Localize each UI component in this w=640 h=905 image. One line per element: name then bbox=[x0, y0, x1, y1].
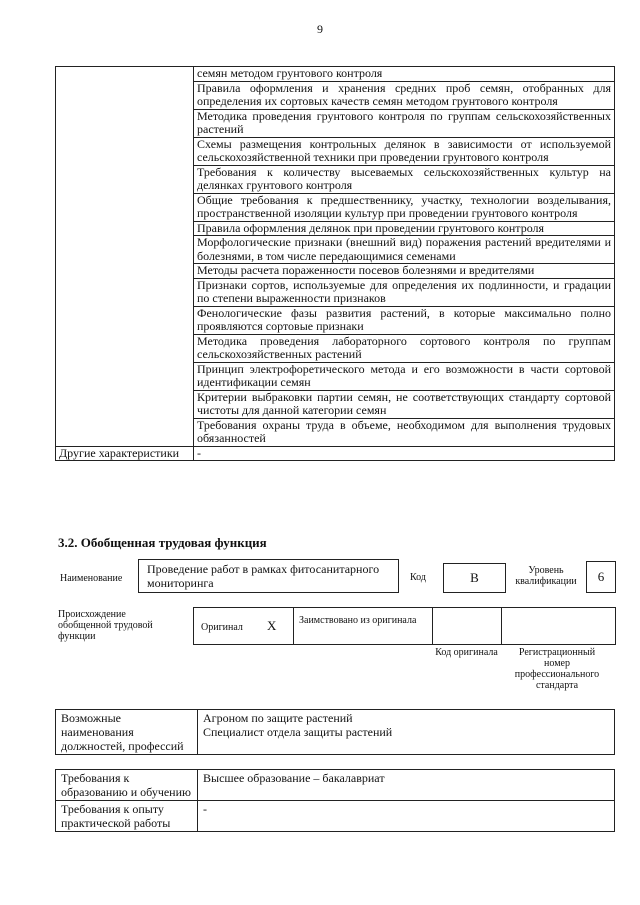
requirement-item: Критерии выбраковки партии семян, не соответствующих стандарту сортовой чистоты для данной категории семян bbox=[194, 390, 615, 418]
requirement-item: Схемы размещения контрольных делянок в зависимости от используемой сельскохозяйственной техники при проведении грунтового контроля bbox=[194, 137, 615, 165]
requirement-item: Методика проведения лабораторного сортового контроля по группам сельскохозяйственных растений bbox=[194, 334, 615, 362]
empty-label-cell bbox=[56, 67, 194, 447]
requirement-item: Правила оформления и хранения средних проб семян, отобранных для определения их сортовых качеств семян методом грунтового контроля bbox=[194, 81, 615, 109]
level-label: Уровень квалификации bbox=[515, 565, 577, 587]
other-characteristics-value: - bbox=[194, 446, 615, 461]
original-label: Оригинал bbox=[201, 622, 243, 633]
position-item: Специалист отдела защиты растений bbox=[203, 725, 393, 739]
requirement-item: Морфологические признаки (внешний вид) поражения растений вредителями и болезнями, в том числе передающимися семенами bbox=[194, 236, 615, 264]
education-value: Высшее образование – бакалавриат bbox=[198, 770, 615, 801]
requirement-item: Принцип электрофоретического метода и его возможности в части сортовой идентификации семян bbox=[194, 362, 615, 390]
function-name-box: Проведение работ в рамках фитосанитарного мониторинга bbox=[138, 559, 399, 593]
requirement-item: Фенологические фазы развития растений, в которые максимально полно проявляются сортовые признаки bbox=[194, 306, 615, 334]
requirement-item: Требования к количеству высеваемых сельскохозяйственных культур на делянках грунтового контроля bbox=[194, 165, 615, 193]
positions-values bbox=[198, 710, 615, 755]
education-label: Требования к образованию и обучению bbox=[56, 770, 198, 801]
requirement-item: Методика проведения грунтового контроля по группам сельскохозяйственных растений bbox=[194, 109, 615, 137]
requirement-item: Требования охраны труда в объеме, необходимом для выполнения трудовых обязанностей bbox=[194, 418, 615, 446]
experience-value: - bbox=[198, 801, 615, 832]
original-mark: X bbox=[267, 618, 277, 633]
origin-label: Происхождение обобщенной трудовой функции bbox=[58, 609, 153, 642]
requirement-item: Признаки сортов, используемые для определения их подлинности, и градации по степени выраженности признаков bbox=[194, 278, 615, 306]
code-original-caption: Код оригинала bbox=[435, 647, 498, 658]
requirement-item: Методы расчета пораженности посевов болезнями и вредителями bbox=[194, 264, 615, 279]
requirement-item: Общие требования к предшественнику, участку, технологии возделывания, пространственной изоляции культур при проведении грунтового контроля bbox=[194, 193, 615, 221]
level-box: 6 bbox=[586, 561, 616, 593]
position-item: Агроном по защите растений bbox=[203, 711, 353, 725]
positions-label: Возможные наименования должностей, профессий bbox=[56, 710, 198, 755]
code-box: B bbox=[443, 563, 506, 593]
requirement-item: Правила оформления делянок при проведении грунтового контроля bbox=[194, 221, 615, 236]
name-label: Наименование bbox=[60, 573, 123, 584]
divider bbox=[432, 608, 433, 644]
table-row bbox=[56, 801, 615, 832]
borrowed-label: Заимствовано из оригинала bbox=[299, 615, 417, 626]
origin-table bbox=[193, 607, 616, 645]
knowledge-table bbox=[55, 66, 615, 461]
divider bbox=[293, 608, 294, 644]
requirement-item: семян методом грунтового контроля bbox=[194, 67, 615, 82]
table-row bbox=[56, 446, 615, 461]
table-row bbox=[56, 770, 615, 801]
other-characteristics-label: Другие характеристики bbox=[56, 446, 194, 461]
requirements-table bbox=[55, 769, 615, 832]
table-row bbox=[56, 67, 615, 82]
experience-label: Требования к опыту практической работы bbox=[56, 801, 198, 832]
table-row bbox=[56, 710, 615, 755]
code-label: Код bbox=[410, 572, 426, 583]
reg-number-caption: Регистрационный номер профессионального стандарта bbox=[514, 647, 600, 691]
divider bbox=[501, 608, 502, 644]
positions-table bbox=[55, 709, 615, 755]
section-title: 3.2. Обобщенная трудовая функция bbox=[58, 535, 267, 550]
page-number: 9 bbox=[317, 22, 323, 36]
